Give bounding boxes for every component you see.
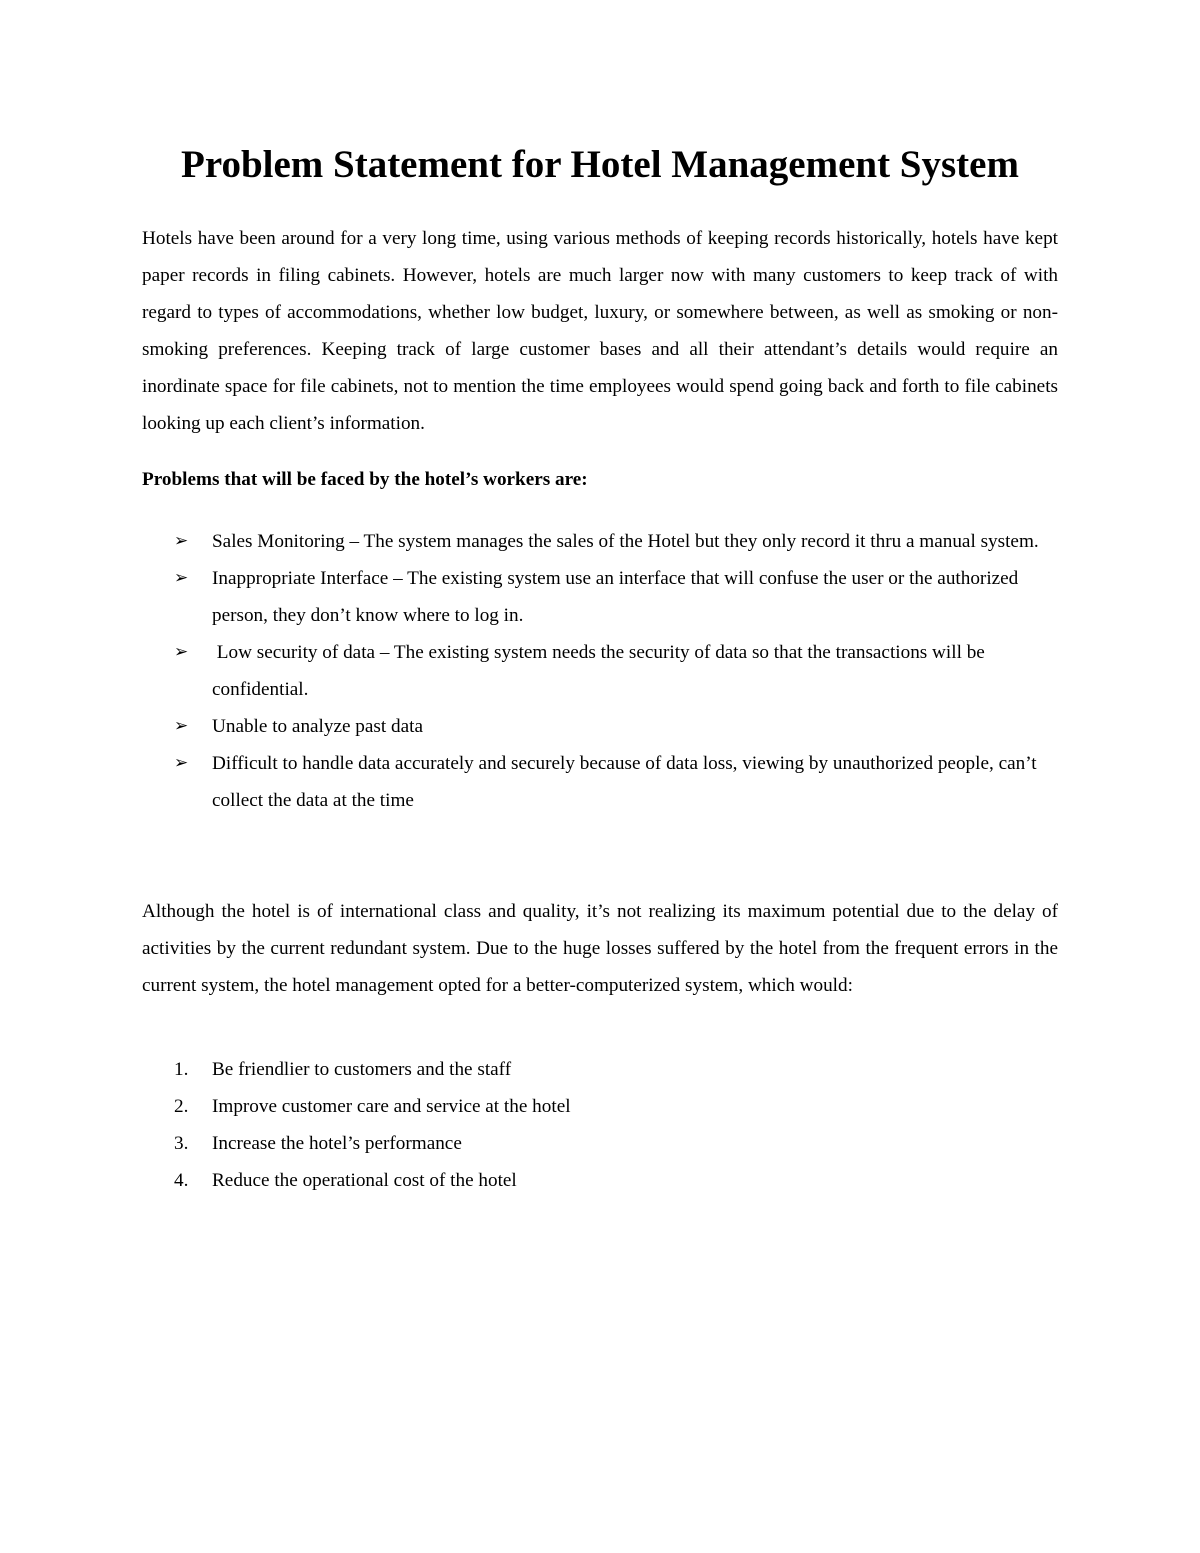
list-item-number: 4.: [174, 1170, 189, 1191]
arrow-bullet-icon: ➢: [174, 642, 189, 662]
list-item-text: Increase the hotel’s performance: [212, 1133, 462, 1154]
arrow-bullet-icon: ➢: [174, 568, 189, 588]
list-item-number: 2.: [174, 1096, 189, 1117]
arrow-bullet-icon: ➢: [174, 531, 189, 551]
list-item-text: Inappropriate Interface – The existing system use an interface that will confuse the user or the authorized person, they don’t know where to log in.: [212, 568, 1019, 626]
arrow-bullet-icon: ➢: [174, 716, 189, 736]
problems-list: [142, 523, 1058, 819]
list-item-text: Sales Monitoring – The system manages the sales of the Hotel but they only record it thru a manual system.: [212, 531, 1039, 552]
list-item: [142, 560, 1058, 634]
list-item-text: Be friendlier to customers and the staff: [212, 1059, 512, 1080]
list-item-text: Reduce the operational cost of the hotel: [212, 1170, 517, 1191]
list-item: [142, 1088, 1058, 1125]
list-item-text: Improve customer care and service at the hotel: [212, 1096, 571, 1117]
list-item: [142, 1162, 1058, 1199]
closing-paragraph: Although the hotel is of international class and quality, it’s not realizing its maximum potential due to the delay of activities by the current redundant system. Due to the huge losses suffered by the hotel from the frequent errors in the current system, the hotel management opted for a better-computerized system, which would:: [142, 901, 1058, 996]
list-item: [142, 1125, 1058, 1162]
goals-list: [142, 1051, 1058, 1199]
list-item: [142, 1051, 1058, 1088]
list-item: [142, 634, 1058, 708]
arrow-bullet-icon: ➢: [174, 753, 189, 773]
list-item-number: 3.: [174, 1133, 189, 1154]
list-item-text: Unable to analyze past data: [212, 716, 423, 737]
list-item-number: 1.: [174, 1059, 189, 1080]
list-item-text: Low security of data – The existing system needs the security of data so that the transactions will be confidential.: [212, 642, 990, 700]
list-item: [142, 708, 1058, 745]
page-title: Problem Statement for Hotel Management System: [181, 143, 1019, 186]
list-item-text: Difficult to handle data accurately and securely because of data loss, viewing by unauthorized people, can’t collect the data at the time: [212, 753, 1037, 811]
list-item: [142, 745, 1058, 819]
list-item: [142, 523, 1058, 560]
problems-heading: Problems that will be faced by the hotel’s workers are:: [142, 469, 588, 490]
intro-paragraph: Hotels have been around for a very long time, using various methods of keeping records historically, hotels have kept paper records in filing cabinets. However, hotels are much larger now with many customers to keep track of with regard to types of accommodations, whether low budget, luxury, or somewhere between, as well as smoking or non-smoking preferences. Keeping track of large customer bases and all their attendant’s details would require an inordinate space for file cabinets, not to mention the time employees would spend going back and forth to file cabinets looking up each client’s information.: [142, 228, 1058, 434]
